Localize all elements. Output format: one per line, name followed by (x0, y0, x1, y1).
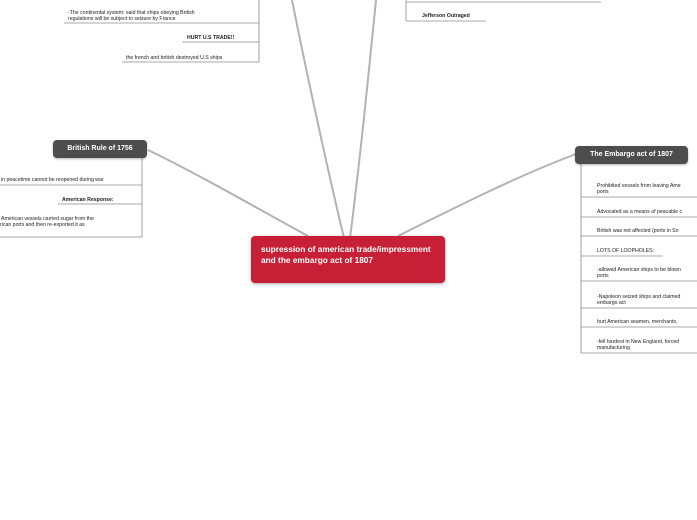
leaf-hurt-trade[interactable]: HURT U.S TRADE!! (187, 35, 235, 41)
leaf-destroyed-ships[interactable]: the french and british destroyed U.S ships (126, 55, 223, 61)
leaf-jefferson-outraged[interactable]: Jefferson Outraged (422, 13, 470, 19)
leaf-american-response[interactable]: American Response: (62, 197, 114, 203)
leaf-peacable-coercion[interactable]: Advocated as a means of peacable c (597, 209, 683, 215)
leaf-blown-ports-1[interactable]: -allowed American ships to be blown (597, 267, 681, 273)
leaf-loopholes[interactable]: LOTS OF LOOPHOLES: (597, 248, 655, 254)
leaf-peacetime-ports[interactable]: in peacetime cannot be reopened during war (1, 177, 104, 183)
branch-british-rule[interactable] (53, 140, 147, 158)
leaf-british-not-affected[interactable]: British was not affected (ports in So (597, 228, 679, 234)
leaf-american-vessels-1[interactable]: American vessels carried sugar from the (1, 216, 94, 222)
leaf-napoleon-seized-1[interactable]: -Napoleon seized ships and claimed (597, 294, 681, 300)
leaf-blown-ports-2[interactable]: ports (597, 273, 609, 279)
central-topic[interactable] (251, 236, 445, 283)
leaf-new-england-2[interactable]: manufacturing (597, 345, 630, 351)
leaf-continental-system-1[interactable]: -The continental system: said that ships obeying British (68, 10, 195, 16)
branch-british-rule-label: British Rule of 1756 (67, 145, 133, 152)
branch-embargo-act[interactable] (575, 146, 688, 164)
leaf-prohibited-vessels-2[interactable]: ports (597, 189, 609, 195)
leaf-continental-system-2[interactable]: regulations will be subject to seizure by France (68, 16, 176, 22)
leaf-prohibited-vessels-1[interactable]: Prohibited vessels from leaving Ame (597, 183, 681, 189)
leaf-american-vessels-2[interactable]: rican ports and then re-exported it as (0, 222, 85, 228)
branch-embargo-act-label: The Embargo act of 1807 (590, 151, 673, 158)
leaf-hurt-seamen[interactable]: hurt American seamen, merchants, (597, 319, 678, 325)
leaf-napoleon-seized-2[interactable]: embargo act (597, 300, 626, 306)
leaf-new-england-1[interactable]: -fell hardest in New England, forced (597, 339, 680, 345)
central-topic-label: supression of american trade/impressment and the embargo act of 1807 (261, 244, 431, 265)
